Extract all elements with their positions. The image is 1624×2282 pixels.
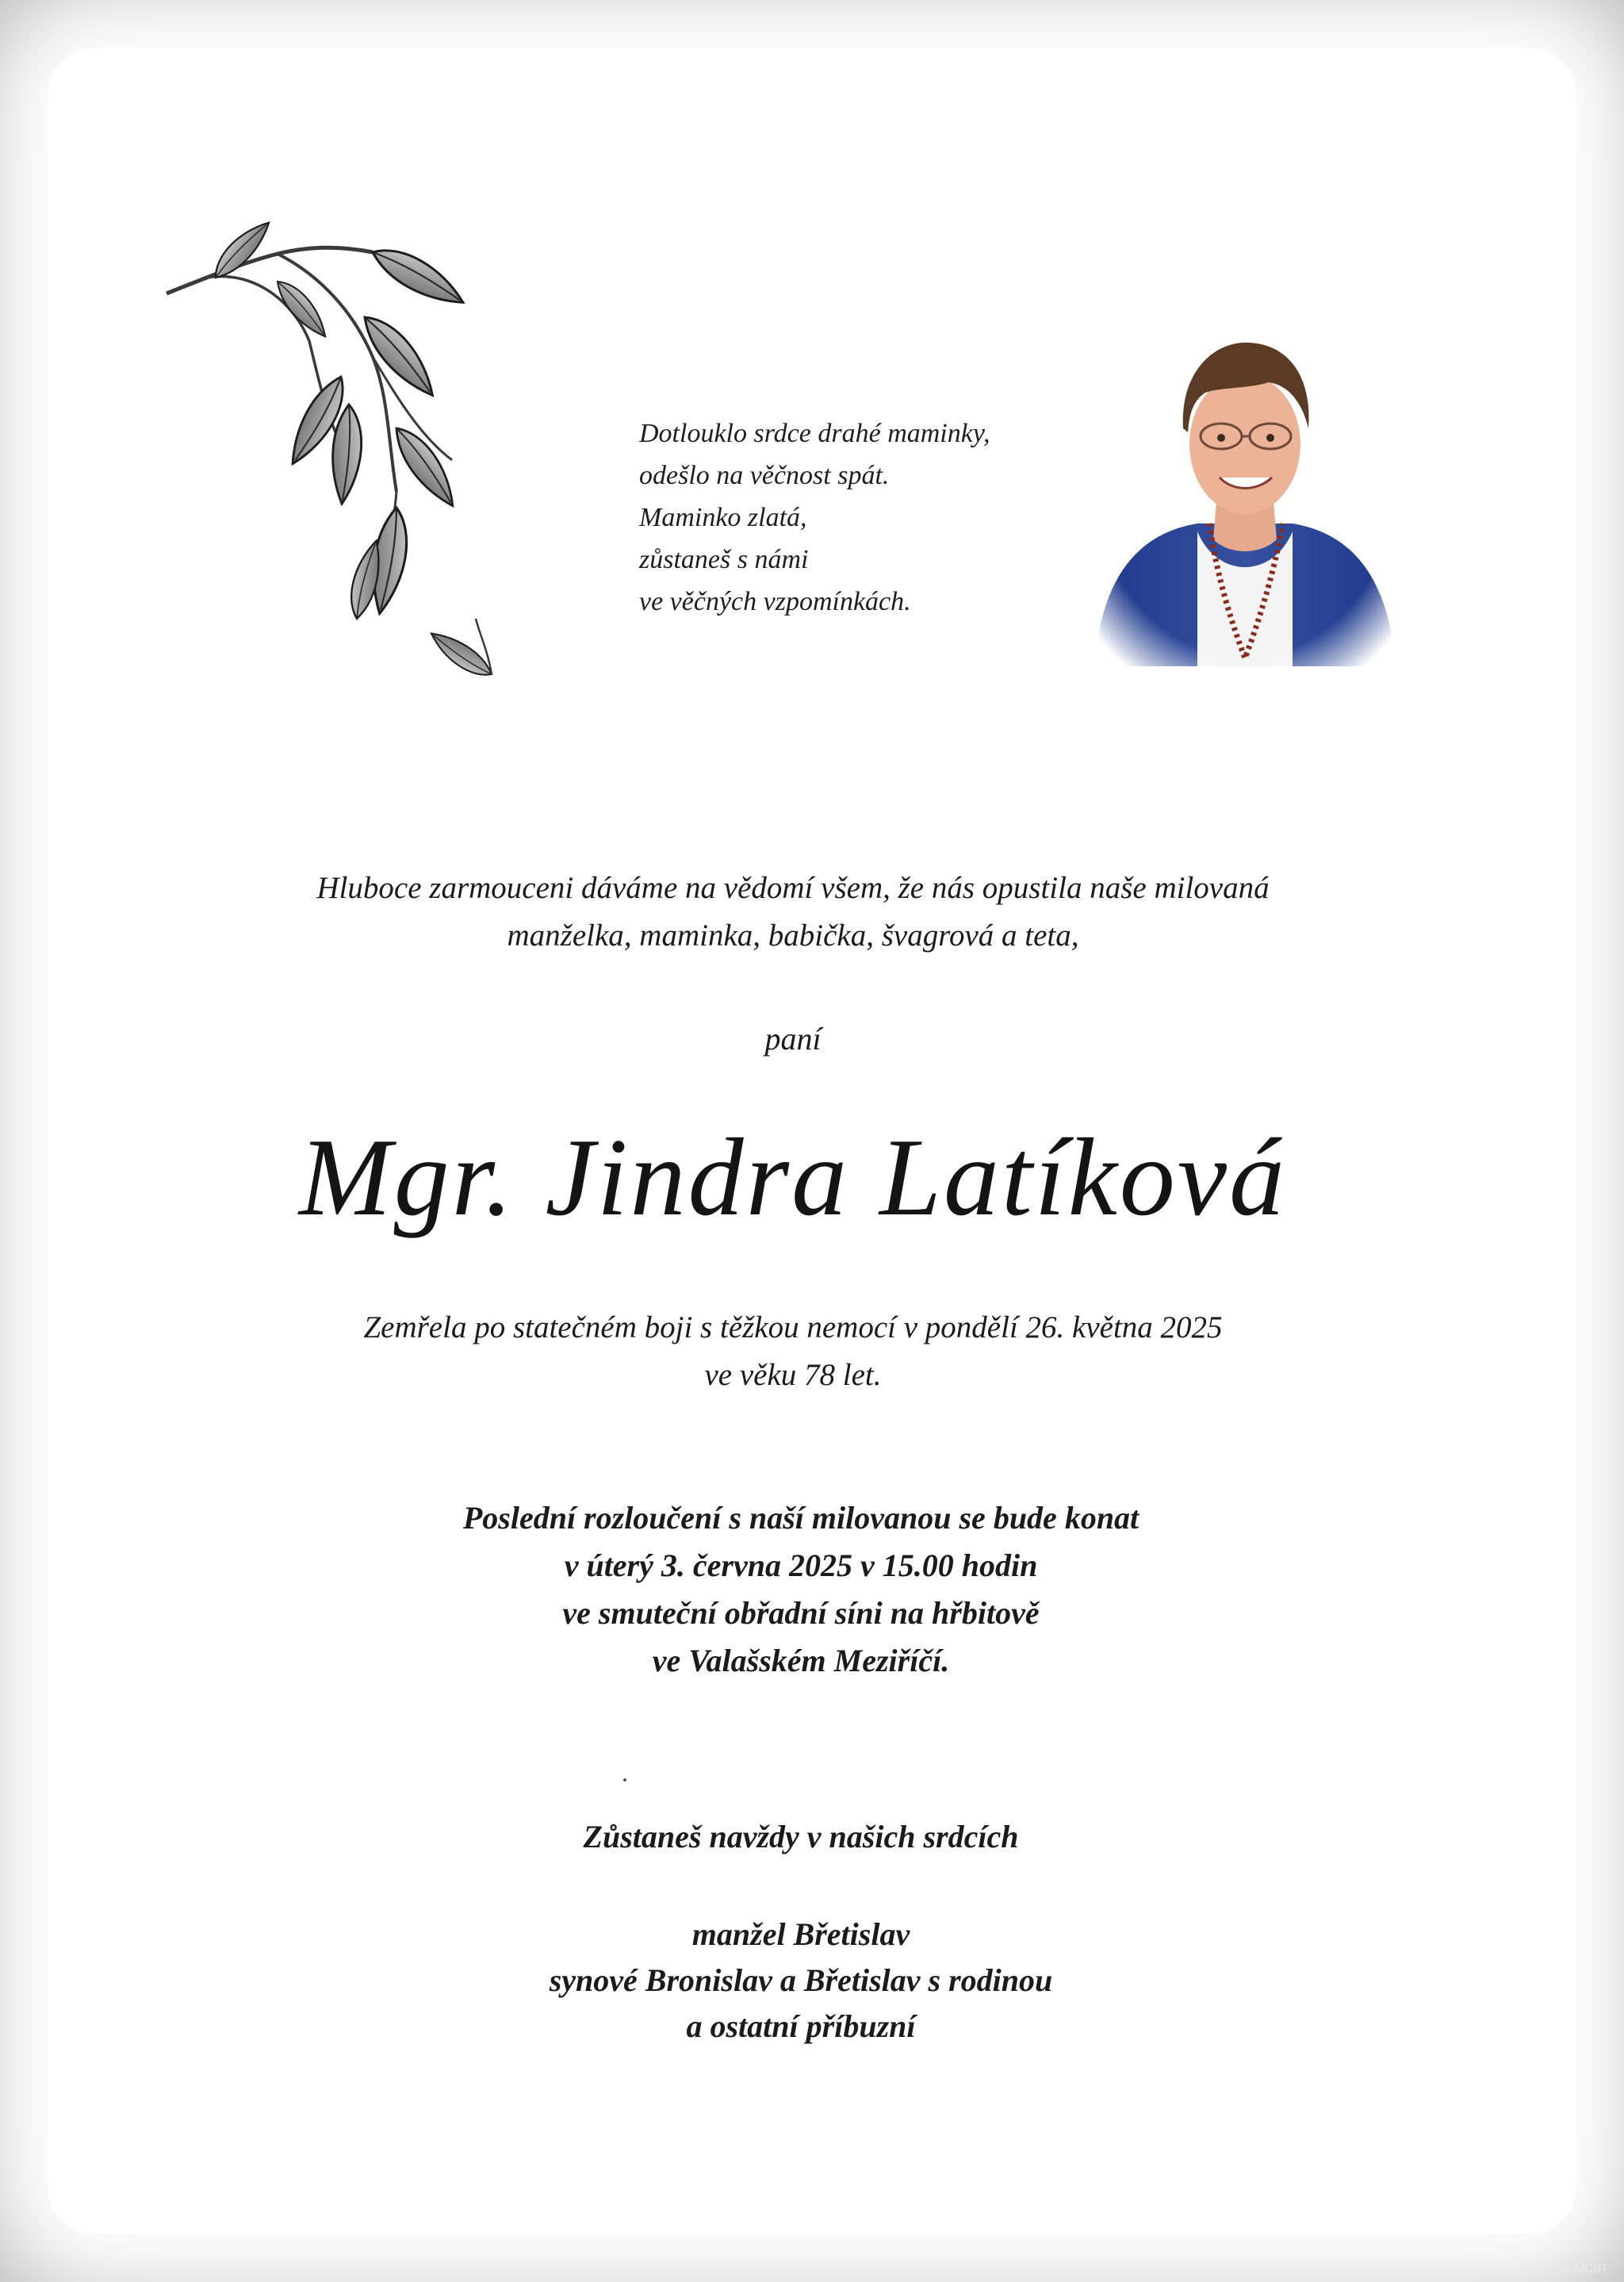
poem-line: zůstaneš s námi [639, 545, 809, 574]
portrait-photo [1078, 293, 1411, 674]
family-line: a ostatní příbuzní [686, 2008, 916, 2044]
funeral-info-line: v úterý 3. června 2025 v 15.00 hodin [564, 1548, 1038, 1583]
death-notice-line: Zemřela po statečném boji s těžkou nemocí v pondělí 26. května 2025 [363, 1310, 1223, 1344]
remembrance-text: Zůstaneš navždy v našich srdcích [583, 1819, 1019, 1854]
announcement-text [159, 865, 1427, 960]
family-signature [159, 1912, 1443, 2050]
speck [623, 1778, 626, 1781]
family-line: manžel Břetislav [691, 1916, 910, 1952]
death-notice-line: ve věku 78 let. [704, 1358, 882, 1392]
poem-line: ve věčných vzpomínkách. [639, 587, 911, 616]
announcement-line: Hluboce zarmouceni dáváme na vědomí všem, že nás opustila naše milovaná [316, 871, 1270, 905]
funeral-info-line: Poslední rozloučení s naší milovanou se bude konat [462, 1500, 1139, 1536]
poem-line: Dotlouklo srdce drahé maminky, [639, 419, 990, 448]
leaf-branch-icon [159, 206, 603, 809]
poem [639, 412, 1083, 623]
funeral-info [159, 1494, 1443, 1685]
salutation: paní [764, 1021, 822, 1057]
deceased-name: Mgr. Jindra Latíková [298, 1116, 1288, 1239]
copyright-mark: © MCST [1562, 2262, 1608, 2276]
funeral-info-line: ve smuteční obřadní síni na hřbitově [562, 1595, 1040, 1631]
poem-line: odešlo na věčnost spát. [639, 461, 890, 490]
death-notice [159, 1304, 1427, 1399]
family-line: synové Bronislav a Břetislav s rodinou [549, 1962, 1053, 1998]
announcement-line: manželka, maminka, babička, švagrová a teta, [507, 919, 1079, 953]
funeral-info-line: ve Valašském Meziříčí. [652, 1643, 950, 1678]
poem-line: Maminko zlatá, [639, 503, 807, 532]
